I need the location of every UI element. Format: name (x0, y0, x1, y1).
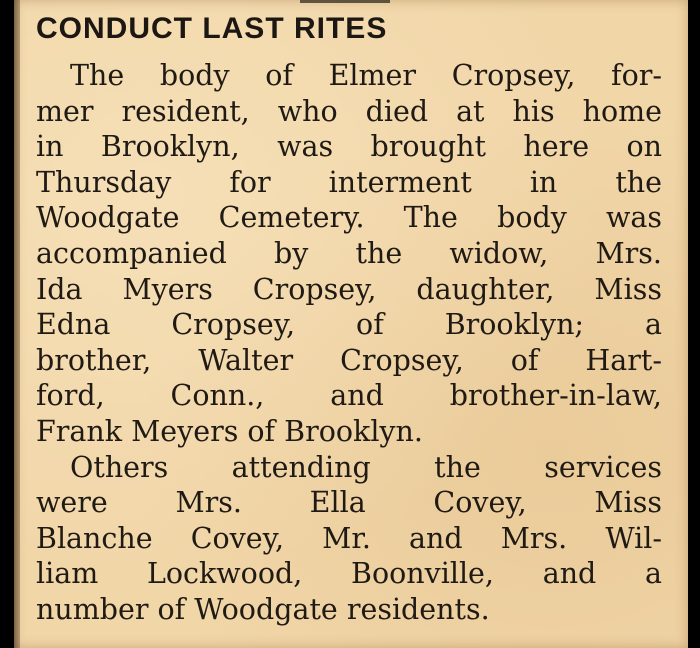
article-line: Thursday for interment in the (36, 165, 662, 199)
article-line: liam Lockwood, Boonville, and a (36, 557, 662, 591)
article-paragraph-1 (36, 58, 662, 450)
article-line: Blanche Covey, Mr. and Mrs. Wil- (36, 521, 662, 555)
article-line: in Brooklyn, was brought here on (36, 130, 662, 164)
article-line: Others attending the services (70, 450, 662, 484)
article-line: number of Woodgate residents. (36, 592, 490, 626)
column-top-rule (300, 0, 390, 3)
article-headline: CONDUCT LAST RITES (36, 12, 388, 45)
clipping-left-edge (14, 0, 20, 648)
article-line: Frank Meyers of Brooklyn. (36, 414, 423, 448)
article-line: Woodgate Cemetery. The body was (36, 201, 662, 235)
article-body (36, 58, 662, 628)
article-line: mer resident, who died at his home (36, 94, 662, 128)
article-line: brother, Walter Cropsey, of Hart- (36, 343, 662, 377)
article-paragraph-2 (36, 450, 662, 628)
article-line: The body of Elmer Cropsey, for- (70, 59, 662, 92)
article-line: accompanied by the widow, Mrs. (36, 236, 662, 270)
article-line: ford, Conn., and brother-in-law, (36, 379, 662, 413)
article-line: were Mrs. Ella Covey, Miss (36, 486, 662, 520)
article-line: Ida Myers Cropsey, daughter, Miss (36, 272, 662, 306)
article-line: Edna Cropsey, of Brooklyn; a (36, 308, 662, 342)
